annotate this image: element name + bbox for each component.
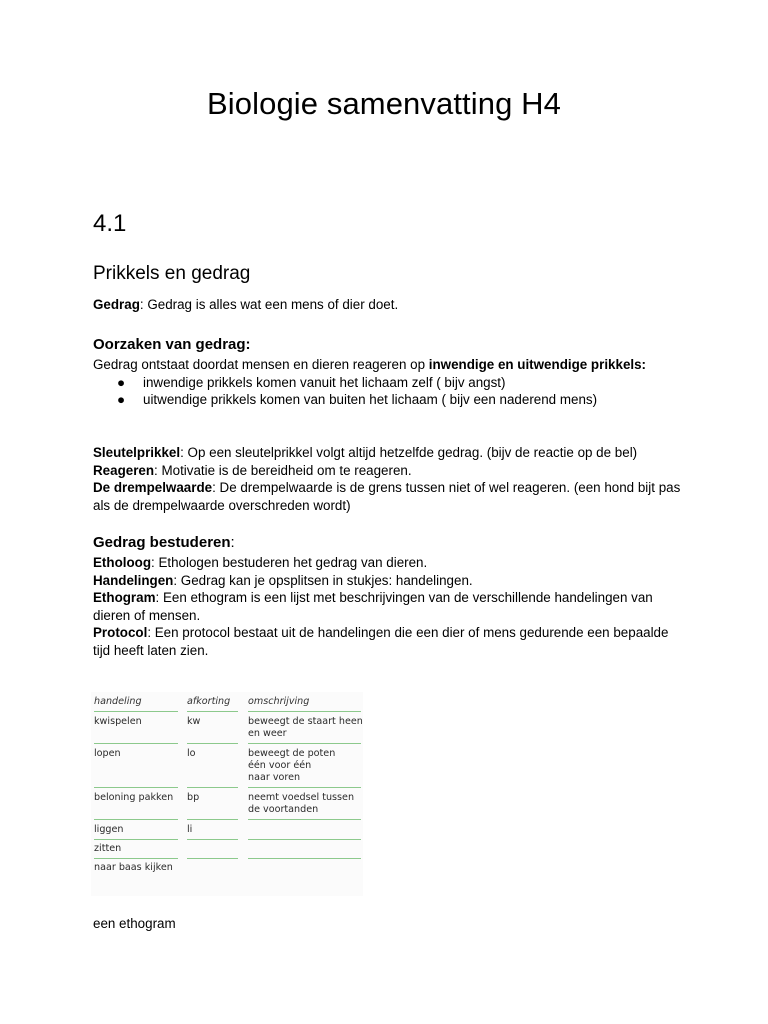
definition-text: : Ethologen bestuderen het gedrag van dieren. bbox=[151, 555, 428, 570]
table-rule bbox=[248, 743, 361, 744]
table-rule bbox=[248, 819, 361, 820]
bullet-icon: ● bbox=[117, 392, 126, 408]
table-cell-handeling: naar baas kijken bbox=[94, 862, 173, 873]
table-cell-omschrijving: de voortanden bbox=[248, 804, 319, 815]
bullet-icon: ● bbox=[117, 374, 126, 390]
table-cell-omschrijving: één voor één bbox=[248, 760, 312, 771]
table-cell-afkorting: li bbox=[187, 824, 193, 835]
list-item bbox=[93, 374, 683, 392]
table-cell-handeling: kwispelen bbox=[94, 716, 142, 727]
definition-term: Sleutelprikkel bbox=[93, 445, 181, 460]
definition-sleutelprikkel bbox=[93, 444, 693, 462]
table-rule bbox=[94, 711, 178, 712]
bestuderen-heading-colon: : bbox=[230, 534, 235, 551]
table-cell-omschrijving: en weer bbox=[248, 728, 287, 739]
prikkels-list bbox=[93, 374, 683, 409]
table-rule bbox=[248, 839, 361, 840]
definition-term: Ethogram bbox=[93, 590, 156, 606]
table-cell-handeling: beloning pakken bbox=[94, 792, 174, 803]
gedrag-definition bbox=[93, 296, 693, 314]
definition-ethogram bbox=[93, 589, 673, 624]
definition-handelingen bbox=[93, 572, 673, 590]
definition-text: : Motivatie is de bereidheid om te reageren. bbox=[154, 462, 412, 478]
definition-text: : Op een sleutelprikkel volgt altijd hetzelfde gedrag. (bijv de reactie op de bel) bbox=[180, 445, 638, 460]
definition-term: Etholoog bbox=[93, 555, 152, 570]
table-caption: een ethogram bbox=[93, 916, 176, 931]
table-rule bbox=[94, 819, 178, 820]
definition-etholoog bbox=[93, 554, 673, 572]
table-rule bbox=[94, 839, 178, 840]
definition-term: De drempelwaarde bbox=[93, 480, 213, 496]
list-item bbox=[93, 391, 683, 409]
table-header-omschrijving: omschrijving bbox=[248, 696, 310, 707]
table-rule bbox=[94, 787, 178, 788]
table-header-afkorting: afkorting bbox=[187, 696, 231, 707]
definition-reageren bbox=[93, 462, 693, 480]
table-cell-handeling: liggen bbox=[94, 824, 124, 835]
table-cell-omschrijving: beweegt de staart heen bbox=[248, 716, 363, 727]
table-rule bbox=[187, 858, 238, 859]
definition-term: Handelingen bbox=[93, 572, 174, 588]
table-rule bbox=[94, 743, 178, 744]
definition-text: : De drempelwaarde is de grens tussen niet of wel reageren. (een hond bijt pas als de drempelwaarde overschreden wordt) bbox=[93, 480, 681, 513]
table-cell-afkorting: kw bbox=[187, 716, 201, 727]
definitions-block-2 bbox=[93, 554, 673, 660]
table-rule bbox=[187, 819, 238, 820]
table-header-handeling: handeling bbox=[94, 696, 142, 707]
definition-text: : Een protocol bestaat uit de handelingen die een dier of mens gedurende een bepaalde tijd heeft laten zien. bbox=[93, 625, 669, 658]
table-cell-afkorting: bp bbox=[187, 792, 200, 803]
table-rule bbox=[187, 839, 238, 840]
ethogram-table bbox=[91, 692, 363, 896]
table-rule bbox=[94, 858, 178, 859]
bestuderen-heading-text: Gedrag bestuderen bbox=[93, 534, 231, 551]
table-cell-afkorting: lo bbox=[187, 748, 196, 759]
document-title: Biologie samenvatting H4 bbox=[207, 86, 561, 121]
definition-term: Gedrag bbox=[93, 297, 140, 312]
table-cell-handeling: lopen bbox=[94, 748, 121, 759]
table-rule bbox=[248, 787, 361, 788]
definition-text: : Gedrag kan je opsplitsen in stukjes: handelingen. bbox=[173, 572, 473, 588]
definition-text: : Gedrag is alles wat een mens of dier doet. bbox=[139, 297, 399, 312]
oorzaken-intro-bold: inwendige en uitwendige prikkels: bbox=[428, 357, 647, 372]
oorzaken-body bbox=[93, 356, 683, 409]
table-cell-omschrijving: naar voren bbox=[248, 772, 301, 783]
definition-term: Protocol bbox=[93, 625, 148, 641]
table-cell-omschrijving: beweegt de poten bbox=[248, 748, 336, 759]
definition-drempelwaarde bbox=[93, 479, 693, 514]
oorzaken-heading: Oorzaken van gedrag: bbox=[93, 336, 251, 353]
table-rule bbox=[187, 743, 238, 744]
definitions-block-1 bbox=[93, 444, 693, 514]
list-item-text: inwendige prikkels komen vanuit het lichaam zelf ( bijv angst) bbox=[143, 374, 506, 390]
oorzaken-intro bbox=[93, 356, 683, 374]
list-item-text: uitwendige prikkels komen van buiten het lichaam ( bijv een naderend mens) bbox=[143, 392, 598, 408]
definition-term: Reageren bbox=[93, 462, 155, 478]
table-cell-handeling: zitten bbox=[94, 843, 122, 854]
section-number: 4.1 bbox=[93, 210, 127, 237]
definition-protocol bbox=[93, 624, 673, 659]
table-rule bbox=[187, 711, 238, 712]
table-rule bbox=[187, 787, 238, 788]
table-rule bbox=[248, 858, 361, 859]
section-title: Prikkels en gedrag bbox=[93, 263, 251, 284]
bestuderen-heading bbox=[93, 534, 235, 551]
table-rule bbox=[248, 711, 361, 712]
oorzaken-intro-plain: Gedrag ontstaat doordat mensen en dieren reageren op bbox=[93, 357, 429, 372]
definition-text: : Een ethogram is een lijst met beschrijvingen van de verschillende handelingen van dieren of mensen. bbox=[93, 590, 653, 623]
table-cell-omschrijving: neemt voedsel tussen bbox=[248, 792, 355, 803]
